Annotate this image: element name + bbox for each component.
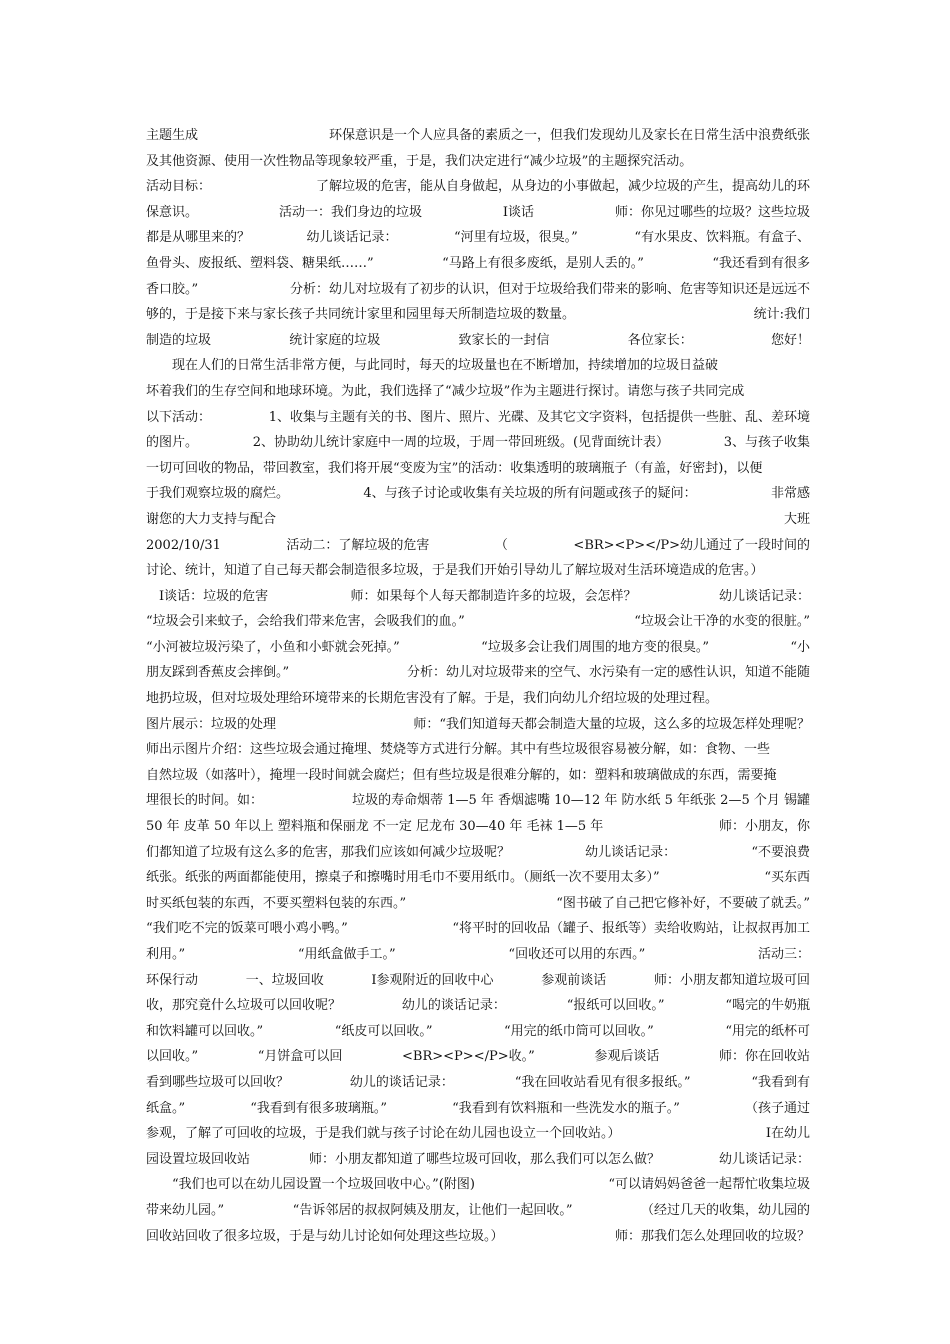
text-line bbox=[146, 302, 810, 328]
text-segment: 环保意识是一个人应具备的素质之一，但我们发现幼儿及家长在日常生活中浪费纸张 bbox=[328, 128, 810, 143]
text-line bbox=[146, 1172, 810, 1198]
text-segment: 参观后谈话 bbox=[594, 1049, 660, 1065]
text-segment: “报纸可以回收。” bbox=[566, 998, 665, 1014]
text-segment: 以回收。” bbox=[146, 1049, 199, 1065]
text-segment: 纸张。纸张的两面都能使用，擦桌子和擦嘴时用毛巾不要用纸巾。（厕纸一次不要用太多）” bbox=[146, 870, 660, 886]
text-line bbox=[146, 405, 810, 431]
text-line bbox=[146, 430, 810, 456]
text-segment: 一、垃圾回收 bbox=[245, 972, 324, 988]
text-line bbox=[146, 1198, 810, 1224]
text-line bbox=[146, 916, 810, 942]
text-line bbox=[146, 1019, 810, 1045]
text-segment: 1、收集与主题有关的书、图片、照片、光碟、及其它文字资料，包括提供一些脏、乱、差环境 bbox=[268, 409, 810, 425]
text-segment: 参观，了解了可回收的垃圾，于是我们就与孩子讨论在幼儿园也设立一个回收站。） bbox=[146, 1126, 621, 1142]
text-segment: “我看到有很多玻璃瓶。” bbox=[250, 1100, 388, 1116]
text-segment: 幼儿谈话记录： bbox=[585, 844, 677, 860]
text-segment: 师：“我们知道每天都会制造大量的垃圾，这么多的垃圾怎样处理呢？ bbox=[413, 716, 810, 732]
text-segment: 2、协助幼儿统计家庭中一周的垃圾，于周一带回班级。(见背面统计表） bbox=[252, 435, 670, 451]
text-segment: “河里有垃圾，很臭。” bbox=[454, 230, 578, 246]
text-segment: 于我们观察垃圾的腐烂。 bbox=[146, 486, 290, 502]
text-line bbox=[146, 277, 810, 303]
text-segment: “将平时的回收品（罐子、报纸等）卖给收购站，让叔叔再加工 bbox=[452, 921, 810, 937]
text-segment: 时买纸包装的东西，不要买塑料包装的东西。” bbox=[146, 895, 407, 911]
text-segment: 现在人们的日常生活非常方便，与此同时，每天的垃圾量也在不断增加，持续增加的垃圾日益破 bbox=[146, 358, 719, 374]
text-segment: 参观前谈话 bbox=[541, 972, 607, 988]
text-line bbox=[146, 635, 810, 661]
text-segment: 师：小朋友都知道垃圾可回 bbox=[653, 972, 810, 988]
text-line bbox=[146, 481, 810, 507]
text-line bbox=[146, 788, 810, 814]
text-segment: 收，那究竟什么垃圾可以回收呢？ bbox=[146, 998, 342, 1014]
text-segment: 及其他资源、使用一次性物品等现象较严重，于是，我们决定进行“减少垃圾”的主题探究活动。 bbox=[146, 153, 693, 169]
text-line bbox=[146, 328, 810, 354]
text-segment: 统计:我们 bbox=[753, 307, 810, 323]
text-line bbox=[146, 660, 810, 686]
text-segment: Ⅰ在幼儿 bbox=[765, 1126, 810, 1142]
text-segment: 大班 bbox=[783, 511, 810, 527]
text-segment: 回收站回收了很多垃圾，于是与幼儿讨论如何处理这些垃圾。） bbox=[146, 1228, 504, 1244]
text-segment: 的图片。 bbox=[146, 435, 199, 451]
text-segment: “我们也可以在幼儿园设置一个垃圾回收中心。”(附图) bbox=[146, 1177, 475, 1193]
text-segment: 活动一：我们身边的垃圾 bbox=[278, 204, 422, 220]
text-segment: 幼儿谈话记录： bbox=[306, 230, 398, 246]
text-segment: 地扔垃圾，但对垃圾处理给环境带来的长期危害没有了解。于是，我们向幼儿介绍垃圾的处理过程。 bbox=[146, 691, 719, 707]
text-line bbox=[146, 942, 810, 968]
text-segment: “垃圾多会让我们周围的地方变的很臭。” bbox=[481, 639, 709, 655]
text-line bbox=[146, 686, 810, 712]
text-segment: “纸皮可以回收。” bbox=[334, 1023, 433, 1039]
document-body bbox=[146, 123, 810, 1249]
text-line bbox=[146, 814, 810, 840]
text-segment: （孩子通过 bbox=[744, 1100, 810, 1116]
text-segment: 活动二：了解垃圾的危害 bbox=[286, 537, 430, 553]
text-line bbox=[146, 174, 810, 200]
text-segment: 2002/10/31 bbox=[146, 537, 221, 553]
text-line bbox=[146, 149, 810, 175]
text-segment: 幼儿的谈话记录： bbox=[349, 1074, 454, 1090]
text-segment: 利用。” bbox=[146, 947, 186, 962]
text-segment: 看到哪些垃圾可以回收？ bbox=[146, 1074, 290, 1090]
text-line bbox=[146, 737, 810, 763]
text-segment: 以下活动： bbox=[146, 409, 212, 425]
text-line bbox=[146, 763, 810, 789]
text-line bbox=[146, 1147, 810, 1173]
text-segment: 致家长的一封信 bbox=[458, 332, 550, 348]
text-segment: Ⅰ谈话：垃圾的危害 bbox=[146, 588, 269, 604]
text-line bbox=[146, 1044, 810, 1070]
text-segment: “垃圾会引来蚊子，会给我们带来危害，会吸我们的血。” bbox=[146, 614, 465, 630]
text-segment: <BR><P></P>幼儿通过了一段时间的 bbox=[573, 537, 810, 553]
text-line bbox=[146, 609, 810, 635]
text-segment: 各位家长： bbox=[627, 332, 693, 348]
text-segment: “可以请妈妈爸爸一起帮忙收集垃圾 bbox=[608, 1177, 810, 1193]
text-segment: 幼儿谈话记录： bbox=[718, 588, 810, 604]
text-segment: “用纸盒做手工。” bbox=[297, 947, 396, 962]
text-segment: 非常感 bbox=[770, 486, 810, 502]
text-line bbox=[146, 379, 810, 405]
text-segment: 主题生成 bbox=[146, 128, 199, 143]
text-segment: 一切可回收的物品，带回教室，我们将开展“变废为宝”的活动：收集透明的玻璃瓶子（有盖，好密封)，以便 bbox=[146, 460, 763, 476]
text-segment: 3、与孩子收集 bbox=[723, 435, 810, 451]
text-segment: 师出示图片介绍：这些垃圾会通过掩埋、焚烧等方式进行分解。其中有些垃圾很容易被分解，如：食物、一些 bbox=[146, 742, 771, 758]
text-segment: “垃圾会让干净的水变的很脏。” bbox=[634, 614, 810, 630]
text-line bbox=[146, 1224, 810, 1250]
text-line bbox=[146, 993, 810, 1019]
text-line bbox=[146, 225, 810, 251]
text-segment: “小 bbox=[790, 639, 810, 655]
text-segment: “用完的纸巾筒可以回收。” bbox=[504, 1023, 654, 1039]
text-segment: “喝完的牛奶瓶 bbox=[725, 998, 810, 1014]
text-segment: “我在回收站看见有很多报纸。” bbox=[514, 1074, 691, 1090]
text-segment: “马路上有很多废纸，是别人丢的。” bbox=[442, 255, 644, 271]
text-segment: 都是从哪里来的？ bbox=[146, 230, 251, 246]
text-segment: 4、与孩子讨论或收集有关垃圾的所有问题或孩子的疑问： bbox=[363, 486, 697, 502]
text-segment: 带来幼儿园。” bbox=[146, 1202, 225, 1218]
text-segment: 50 年 皮革 50 年以上 塑料瓶和保丽龙 不一定 尼龙布 30—40 年 毛袜 1—5 年 bbox=[146, 819, 604, 835]
text-segment: 够的，于是接下来与家长孩子共同统计家里和园里每天所制造垃圾的数量。 bbox=[146, 307, 576, 323]
text-segment: 分析：幼儿对垃圾有了初步的认识，但对于垃圾给我们带来的影响、危害等知识还是远远不 bbox=[289, 281, 810, 297]
text-segment: 师：小朋友，你 bbox=[718, 819, 810, 835]
text-line bbox=[146, 200, 810, 226]
text-segment: 环保行动 bbox=[146, 972, 199, 988]
text-line bbox=[146, 840, 810, 866]
text-segment: “回收还可以用的东西。” bbox=[508, 947, 646, 962]
text-segment: “我看到有 bbox=[751, 1074, 810, 1090]
text-segment: 师：你在回收站 bbox=[718, 1049, 810, 1065]
text-segment: 您好！ bbox=[770, 332, 810, 348]
text-segment: “买东西 bbox=[764, 870, 810, 886]
text-segment: “用完的纸杯可 bbox=[725, 1023, 810, 1039]
text-line bbox=[146, 891, 810, 917]
text-segment: 师：那我们怎么处理回收的垃圾？ bbox=[614, 1228, 810, 1244]
text-segment: 制造的垃圾 bbox=[146, 332, 212, 348]
text-segment: 了解垃圾的危害，能从自身做起，从身边的小事做起，减少垃圾的产生，提高幼儿的环 bbox=[315, 179, 810, 195]
text-segment: 园设置垃圾回收站 bbox=[146, 1151, 251, 1167]
text-segment: 香口胶。” bbox=[146, 281, 199, 297]
text-line bbox=[146, 584, 810, 610]
text-line bbox=[146, 865, 810, 891]
text-line bbox=[146, 712, 810, 738]
text-line bbox=[146, 251, 810, 277]
text-segment: Ⅰ参观附近的回收中心 bbox=[371, 972, 494, 988]
text-segment: 师：你见过哪些的垃圾？这些垃圾 bbox=[614, 204, 810, 220]
text-line bbox=[146, 507, 810, 533]
text-line bbox=[146, 353, 810, 379]
text-segment: （ bbox=[494, 537, 508, 553]
text-segment: “有水果皮、饮料瓶。有盒子、 bbox=[634, 230, 810, 246]
text-line bbox=[146, 968, 810, 994]
text-line bbox=[146, 123, 810, 149]
text-segment: “不要浪费 bbox=[751, 844, 810, 860]
text-segment: 自然垃圾（如落叶），掩埋一段时间就会腐烂；但有些垃圾是很难分解的，如：塑料和玻璃做成的东西，需要掩 bbox=[146, 767, 777, 783]
text-segment: 鱼骨头、废报纸、塑料袋、糖果纸……” bbox=[146, 255, 374, 271]
text-segment: 统计家庭的垃圾 bbox=[289, 332, 381, 348]
text-segment: 师：小朋友都知道了哪些垃圾可回收，那么我们可以怎么做？ bbox=[308, 1151, 660, 1167]
text-segment: 分析：幼儿对垃圾带来的空气、水污染有一定的感性认识，知道不能随 bbox=[406, 665, 810, 681]
text-segment: “图书破了自己把它修补好，不要破了就丢。” bbox=[556, 895, 810, 911]
text-segment: 们都知道了垃圾有这么多的危害，那我们应该如何减少垃圾呢？ bbox=[146, 844, 511, 860]
text-segment: <BR><P></P>收。” bbox=[402, 1049, 535, 1065]
text-segment: 坏着我们的生存空间和地球环境。为此，我们选择了“减少垃圾”作为主题进行探讨。请您与孩子共同完成 bbox=[146, 383, 745, 399]
text-line bbox=[146, 533, 810, 559]
text-line bbox=[146, 456, 810, 482]
text-segment: “我们吃不完的饭菜可喂小鸡小鸭。” bbox=[146, 921, 348, 937]
text-segment: 朋友踩到香蕉皮会摔倒。” bbox=[146, 665, 290, 681]
text-segment: 师：如果每个人每天都制造许多的垃圾，会怎样？ bbox=[350, 588, 637, 604]
text-segment: 幼儿的谈话记录： bbox=[401, 998, 506, 1014]
text-segment: 活动三： bbox=[757, 947, 810, 962]
text-segment: 讨论、统计，知道了自己每天都会制造很多垃圾，于是我们开始引导幼儿了解垃圾对生活环境造成的危害。） bbox=[146, 563, 764, 579]
text-segment: 图片展示：垃圾的处理 bbox=[146, 716, 277, 732]
text-segment: 幼儿谈话记录： bbox=[718, 1151, 810, 1167]
text-segment: “告诉邻居的叔叔阿姨及朋友，让他们一起回收。” bbox=[292, 1202, 573, 1218]
text-segment: 和饮料罐可以回收。” bbox=[146, 1023, 264, 1039]
text-line bbox=[146, 1121, 810, 1147]
text-segment: 谢您的大力支持与配合 bbox=[146, 511, 277, 527]
text-segment: （经过几天的收集，幼儿园的 bbox=[640, 1202, 810, 1218]
text-segment: 保意识。 bbox=[146, 204, 199, 220]
text-segment: “小河被垃圾污染了，小鱼和小虾就会死掉。” bbox=[146, 639, 400, 655]
text-segment: “我看到有饮料瓶和一些洗发水的瓶子。” bbox=[452, 1100, 680, 1116]
text-line bbox=[146, 1070, 810, 1096]
text-line bbox=[146, 1096, 810, 1122]
text-line bbox=[146, 558, 810, 584]
text-segment: 纸盒。” bbox=[146, 1100, 186, 1116]
text-segment: “我还看到有很多 bbox=[712, 255, 810, 271]
text-segment: 垃圾的寿命烟蒂 1—5 年 香烟滤嘴 10—12 年 防水纸 5 年纸张 2—5 个月 锡罐 bbox=[352, 793, 810, 809]
text-segment: “月饼盒可以回 bbox=[257, 1049, 343, 1065]
text-segment: Ⅰ谈话 bbox=[502, 204, 535, 220]
text-segment: 活动目标： bbox=[146, 179, 212, 195]
text-segment: 埋很长的时间。如： bbox=[146, 793, 264, 809]
